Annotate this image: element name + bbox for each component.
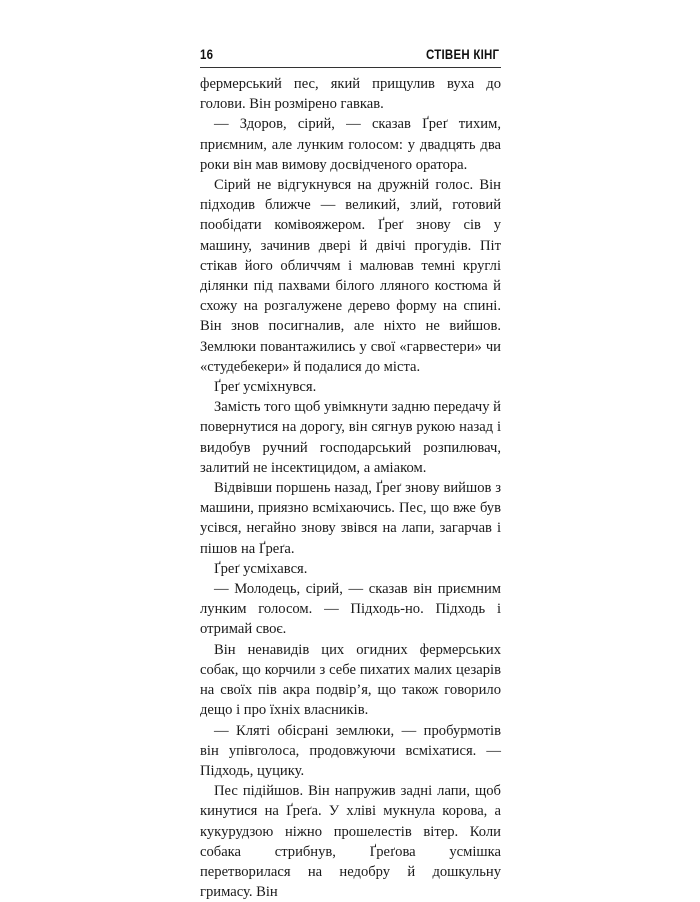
- paragraph: фермерський пес, який прищулив вуха до голови. Він розмірено гавкав.: [200, 76, 501, 113]
- paragraph: Сірий не відгукнувся на дружній голос. Він підходив ближче — великий, злий, готовий пообідати комівояжером. Ґреґ знову сів у машину, зачинив двері й двічі прогудів. Піт стікав його обличчям і малював темні круглі ділянки під пахвами білого лляного костюма й схожу на розгалужене дерево форму на спині. Він знов посигналив, але ніхто не вийшов. Землюки повантажились у свої «гарвестери» чи «студебекери» й подалися до міста.: [200, 177, 501, 375]
- paragraph: — Молодець, сірий, — сказав він приємним лунким голосом. — Підходь-но. Підходь і отримай своє.: [200, 581, 501, 638]
- paragraph: — Здоров, сірий, — сказав Ґреґ тихим, приємним, але лунким голосом: у двадцять два роки він мав вимову досвідченого оратора.: [200, 116, 501, 173]
- page-number: 16: [200, 46, 214, 62]
- running-author: СТІВЕН КІНГ: [425, 46, 500, 62]
- header-rule: [200, 67, 501, 68]
- body-text: [200, 74, 501, 902]
- paragraph: Ґреґ усміхався.: [214, 560, 308, 577]
- paragraph: Відвівши поршень назад, Ґреґ знову вийшов з машини, приязно всміхаючись. Пес, що вже був усівся, негайно знову звівся на лапи, загарчав і пішов на Ґреґа.: [200, 480, 501, 557]
- paragraph: Він ненавидів цих огидних фермерських собак, що корчили з себе пихатих малих цезарів на своїх пів акра подвір’я, що також говорило дещо і про їхніх власників.: [200, 641, 501, 719]
- paragraph: Замість того щоб увімкнути задню передачу й повернутися на дорогу, він сягнув рукою назад і видобув ручний господарський розпилювач, залитий не інсектицидом, а аміаком.: [200, 399, 501, 476]
- paragraph: Ґреґ усміхнувся.: [214, 379, 317, 396]
- paragraph: — Кляті обісрані землюки, — пробурмотів він упівголоса, продовжуючи всміхатися. — Підходь, цуцику.: [200, 722, 501, 779]
- running-header: [200, 46, 500, 64]
- paragraph: Пес підійшов. Він напружив задні лапи, щоб кинутися на Ґреґа. У хліві мукнула корова, а кукурудзою ніжно прошелестів вітер. Коли собака стрибнув, Ґреґова усмішка перетворилася на недобру й дошкульну гримасу. Він: [200, 783, 501, 901]
